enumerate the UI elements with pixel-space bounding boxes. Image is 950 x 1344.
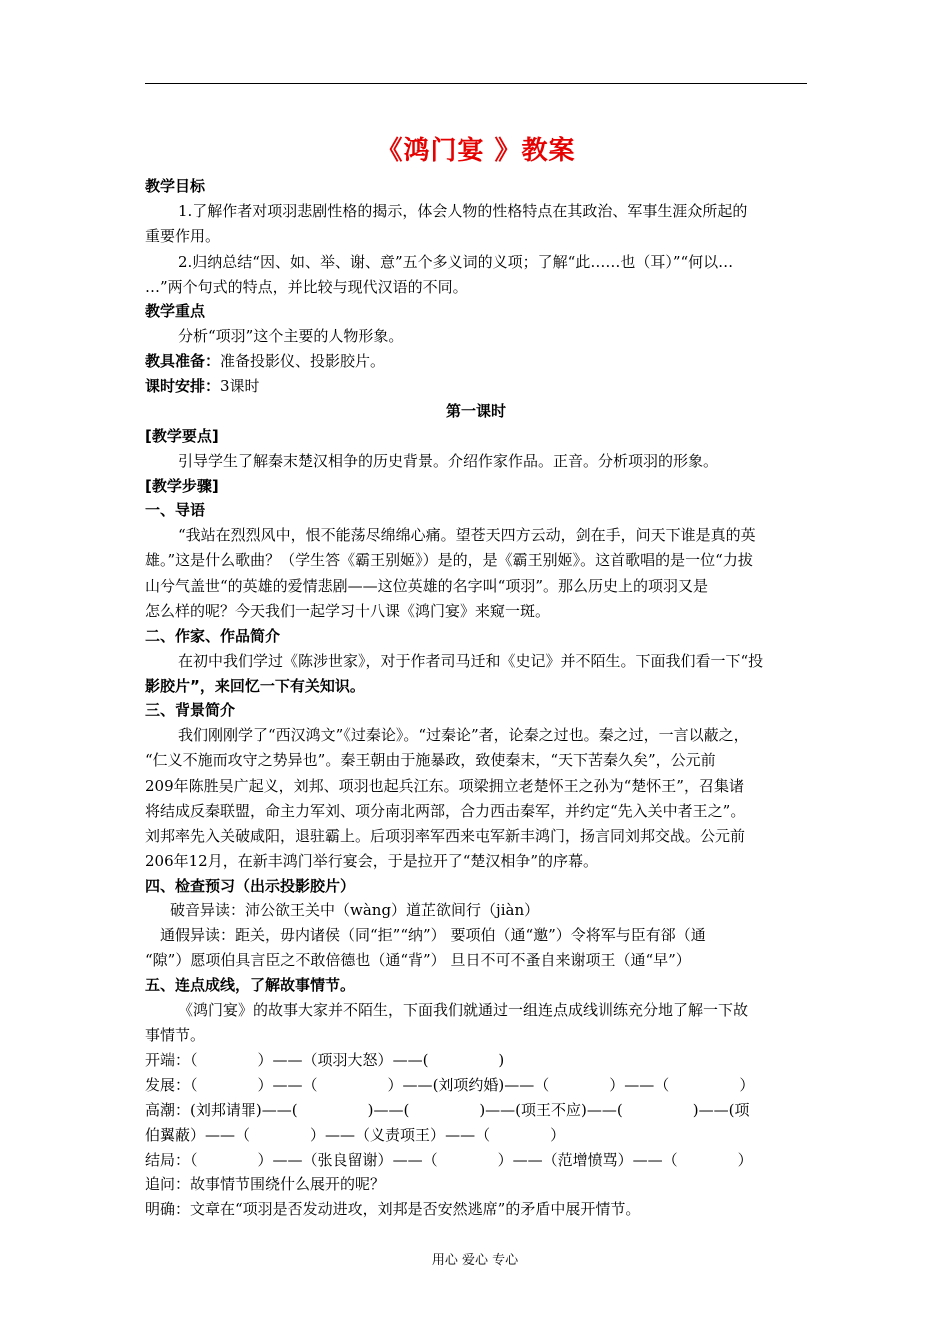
question-text: 故事情节围绕什么展开的呢？ xyxy=(190,1175,386,1193)
section-1-line-2: 雄。”这是什么歌曲？（学生答《霸王别姬》）是的，是《霸王别姬》。这首歌唱的是一位“力拔 xyxy=(145,551,753,569)
plot-climax-item-2: (项王不应) xyxy=(515,1101,587,1119)
schedule-text: 3课时 xyxy=(220,377,260,395)
header-rule xyxy=(145,83,807,84)
plot-end-item-1: （张良留谢） xyxy=(302,1151,393,1169)
plot-climax-item-3a: 项 xyxy=(734,1101,750,1119)
answer-text: 文章在“项羽是否发动进攻，刘邦是否安然逃席”的矛盾中展开情节。 xyxy=(190,1200,641,1218)
section-1-line-3: 山兮气盖世“的英雄的爱情悲剧——这位英雄的名字叫“项羽”。那么历史上的项羽又是 xyxy=(145,577,709,595)
plot-climax-line-2: 伯翼蔽）——（ ）——（义责项王）——（ ） xyxy=(145,1126,566,1144)
plot-develop-item: (刘项约婚) xyxy=(432,1076,505,1094)
section-3-line-1: 我们刚刚学了“西汉鸿文”《过秦论》。“过秦论”者，论秦之过也。秦之过，一言以蔽之， xyxy=(178,726,749,744)
goal-1-line-2: 重要作用。 xyxy=(145,227,221,245)
plot-climax-item-4: （义责项王） xyxy=(355,1126,446,1144)
plot-end-item-2: （范增愤骂） xyxy=(542,1151,633,1169)
tools-line xyxy=(145,351,385,371)
tools-text: 准备投影仪、投影胶片。 xyxy=(220,352,386,370)
section-4-line-3: “隙”）愿项伯具言臣之不敢倍德也（通“背”） 旦日不可不蚤自来谢项王（通“早”） xyxy=(145,951,691,969)
schedule-label: 课时安排： xyxy=(145,377,221,395)
page-footer: 用心 爱心 专心 xyxy=(431,1253,519,1268)
section-2-line-2: 影胶片”，来回忆一下有关知识。 xyxy=(145,677,365,695)
goal-1-line-1: 1.了解作者对项羽悲剧性格的揭示，体会人物的性格特点在其政治、军事生涯众所起的 xyxy=(178,202,748,220)
lesson-title: 第一课时 xyxy=(445,402,506,420)
schedule-line xyxy=(145,376,260,396)
section-3-line-6: 206年12月，在新丰鸿门举行宴会，于是拉开了“楚汉相争”的序幕。 xyxy=(145,852,599,870)
section-3-heading: 三、背景简介 xyxy=(145,701,236,719)
tools-label: 教具准备： xyxy=(145,352,221,370)
focus-text: 分析“项羽”这个主要的人物形象。 xyxy=(178,327,404,345)
answer-line xyxy=(145,1199,640,1219)
plot-climax-item-1: (刘邦请罪) xyxy=(190,1101,262,1119)
section-1-heading: 一、导语 xyxy=(145,501,206,519)
section-4-heading: 四、检查预习（出示投影胶片） xyxy=(145,877,356,895)
plot-climax-label: 高潮： xyxy=(145,1101,191,1119)
focus-heading: 教学重点 xyxy=(145,302,206,320)
goals-heading: 教学目标 xyxy=(145,177,206,195)
section-3-line-3: 209年陈胜吴广起义，刘邦、项羽也起兵江东。项梁拥立老楚怀王之孙为“楚怀王”，召集诸 xyxy=(145,777,744,795)
plot-develop-line: 发展：（ ）——（ ）——(刘项约婚)——（ ）——（ ） xyxy=(145,1076,755,1094)
plot-start-item: （项羽大怒） xyxy=(302,1051,393,1069)
plot-climax-line: 高潮：(刘邦请罪)——( )——( )——(项王不应)——( )——(项 xyxy=(145,1101,750,1119)
plot-climax-item-3b: 伯翼蔽 xyxy=(145,1126,191,1144)
goal-2-line-2: …”两个句式的特点，并比较与现代汉语的不同。 xyxy=(145,278,468,296)
section-1-line-1: “我站在烈烈风中，恨不能荡尽绵绵心痛。望苍天四方云动，剑在手，问天下谁是真的英 xyxy=(178,526,756,544)
keypoints-text: 引导学生了解秦末楚汉相争的历史背景。介绍作家作品。正音。分析项羽的形象。 xyxy=(178,452,719,470)
section-4-line-2: 通假异读：距关，毋内诸侯（同“拒”“纳”） 要项伯（通“邀”）令将军与臣有郤（通 xyxy=(160,926,706,944)
section-2-line-1: 在初中我们学过《陈涉世家》，对于作者司马迁和《史记》并不陌生。下面我们看一下“投 xyxy=(178,652,764,670)
section-2-heading: 二、作家、作品简介 xyxy=(145,627,281,645)
section-3-line-5: 刘邦率先入关破咸阳，退驻霸上。后项羽率军西来屯军新丰鸿门，扬言同刘邦交战。公元前 xyxy=(145,827,746,845)
section-5-line-1: 《鸿门宴》的故事大家并不陌生，下面我们就通过一组连点成线训练充分地了解一下故 xyxy=(178,1001,749,1019)
section-3-line-2: “仁义不施而攻守之势异也”。秦王朝由于施暴政，致使秦末，“天下苦秦久矣”，公元前 xyxy=(145,751,716,769)
plot-start-line: 开端：（ ）——（项羽大怒）——( ) xyxy=(145,1051,505,1069)
plot-end-label: 结局： xyxy=(145,1151,191,1169)
section-5-heading: 五、连点成线，了解故事情节。 xyxy=(145,976,356,994)
plot-develop-label: 发展： xyxy=(145,1076,191,1094)
section-5-line-2: 事情节。 xyxy=(145,1026,206,1044)
section-3-line-4: 将结成反秦联盟，命主力军刘、项分南北两部，合力西击秦军，并约定“先入关中者王之”。 xyxy=(145,802,746,820)
answer-label: 明确： xyxy=(145,1200,191,1218)
goal-2-line-1: 2.归纳总结“因、如、举、谢、意”五个多义词的义项；了解“此……也（耳）”“何以… xyxy=(178,253,734,271)
section-4-line-1: 破音异读：沛公欲王关中（wàng）道芷欲间行（jiàn） xyxy=(170,901,540,919)
steps-heading: [教学步骤] xyxy=(145,477,219,495)
plot-start-label: 开端： xyxy=(145,1051,191,1069)
keypoints-heading: [教学要点] xyxy=(145,427,219,445)
section-1-line-4: 怎么样的呢？今天我们一起学习十八课《鸿门宴》来窥一斑。 xyxy=(145,602,551,620)
question-line xyxy=(145,1174,385,1194)
plot-end-line: 结局：（ ）——（张良留谢）——（ ）——（范增愤骂）——（ ） xyxy=(145,1151,753,1169)
document-title: 《鸿门宴 》教案 xyxy=(376,136,576,166)
question-label: 追问： xyxy=(145,1175,191,1193)
